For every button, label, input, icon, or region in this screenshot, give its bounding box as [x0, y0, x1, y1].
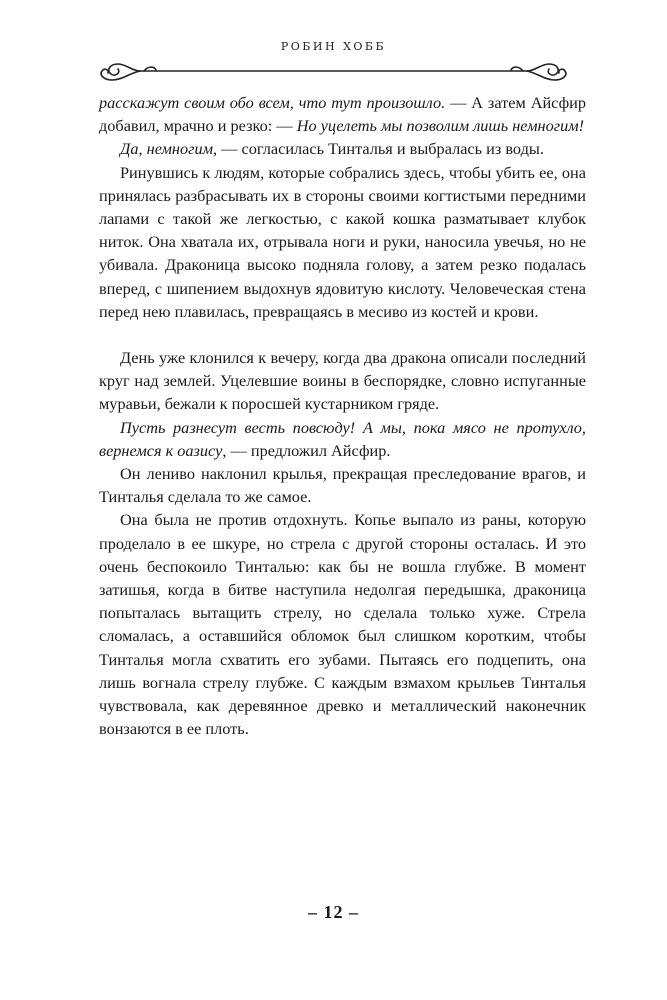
running-title: РОБИН ХОББ	[280, 40, 387, 53]
text-run: Он лениво наклонил крылья, прекращая преследование врагов, и Тинталья сделала то же самое.	[99, 464, 586, 507]
paragraph	[99, 137, 586, 160]
flourish-divider-icon	[96, 54, 571, 88]
paragraph	[99, 508, 586, 740]
text-run: , — согласилась Тинталья и выбралась из воды.	[213, 139, 544, 159]
italic-run: расскажут своим обо всем, что тут произошло.	[99, 93, 446, 112]
paragraph	[99, 91, 586, 137]
body-text	[99, 91, 586, 740]
text-run: Она была не против отдохнуть. Копье выпало из раны, которую проделало в ее шкуре, но стрела с другой стороны осталась. И это очень беспокоило Тинталью: как бы не вошла глубже. В момент затишья, когда в битве наступила недолгая передышка, драконица попыталась вытащить стрелу, но сделала только хуже. Стрела сломалась, а оставшийся обломок был слишком коротким, чтобы Тинталья могла схватить его зубами. Пытаясь его подцепить, она лишь вогнала стрелу глубже. С каждым взмахом крыльев Тинталья чувствовала, как деревянное древко и металлический наконечник вонзаются в ее плоть.	[99, 510, 586, 739]
page-number: – 12 –	[308, 902, 359, 922]
italic-run: Пусть разнесут весть повсюду! А мы, пока мясо не протухло, вернемся к оазису	[99, 417, 586, 460]
text-run: Ринувшись к людям, которые собрались здесь, чтобы убить ее, она принялась разбрасывать их в стороны своими когтистыми передними лапами с такой же легкостью, с какой кошка разматывает клубок ниток. Она хватала их, отрывала ноги и руки, наносила увечья, но не убивала. Драконица высоко подняла голову, а затем резко подалась вперед, с шипением выдохнув ядовитую кислоту. Человеческая стена перед нею плавилась, превращаясь в месиво из костей и крови.	[99, 162, 586, 321]
text-run: , — предложил Айсфир.	[222, 440, 391, 460]
italic-run: Но уцелеть мы позволим лишь немногим!	[296, 116, 585, 136]
text-run: — А затем Айсфир добавил, мрачно и резко: —	[99, 93, 586, 136]
paragraph	[99, 416, 586, 462]
paragraph	[99, 462, 586, 508]
paragraph	[99, 346, 586, 416]
paragraph	[99, 161, 586, 323]
text-run: День уже клонился к вечеру, когда два дракона описали последний круг над землей. Уцелевшие воины в беспорядке, словно испуганные муравьи, бежали к поросшей кустарником гряде.	[99, 348, 586, 414]
italic-run: Да, немногим	[120, 139, 214, 159]
